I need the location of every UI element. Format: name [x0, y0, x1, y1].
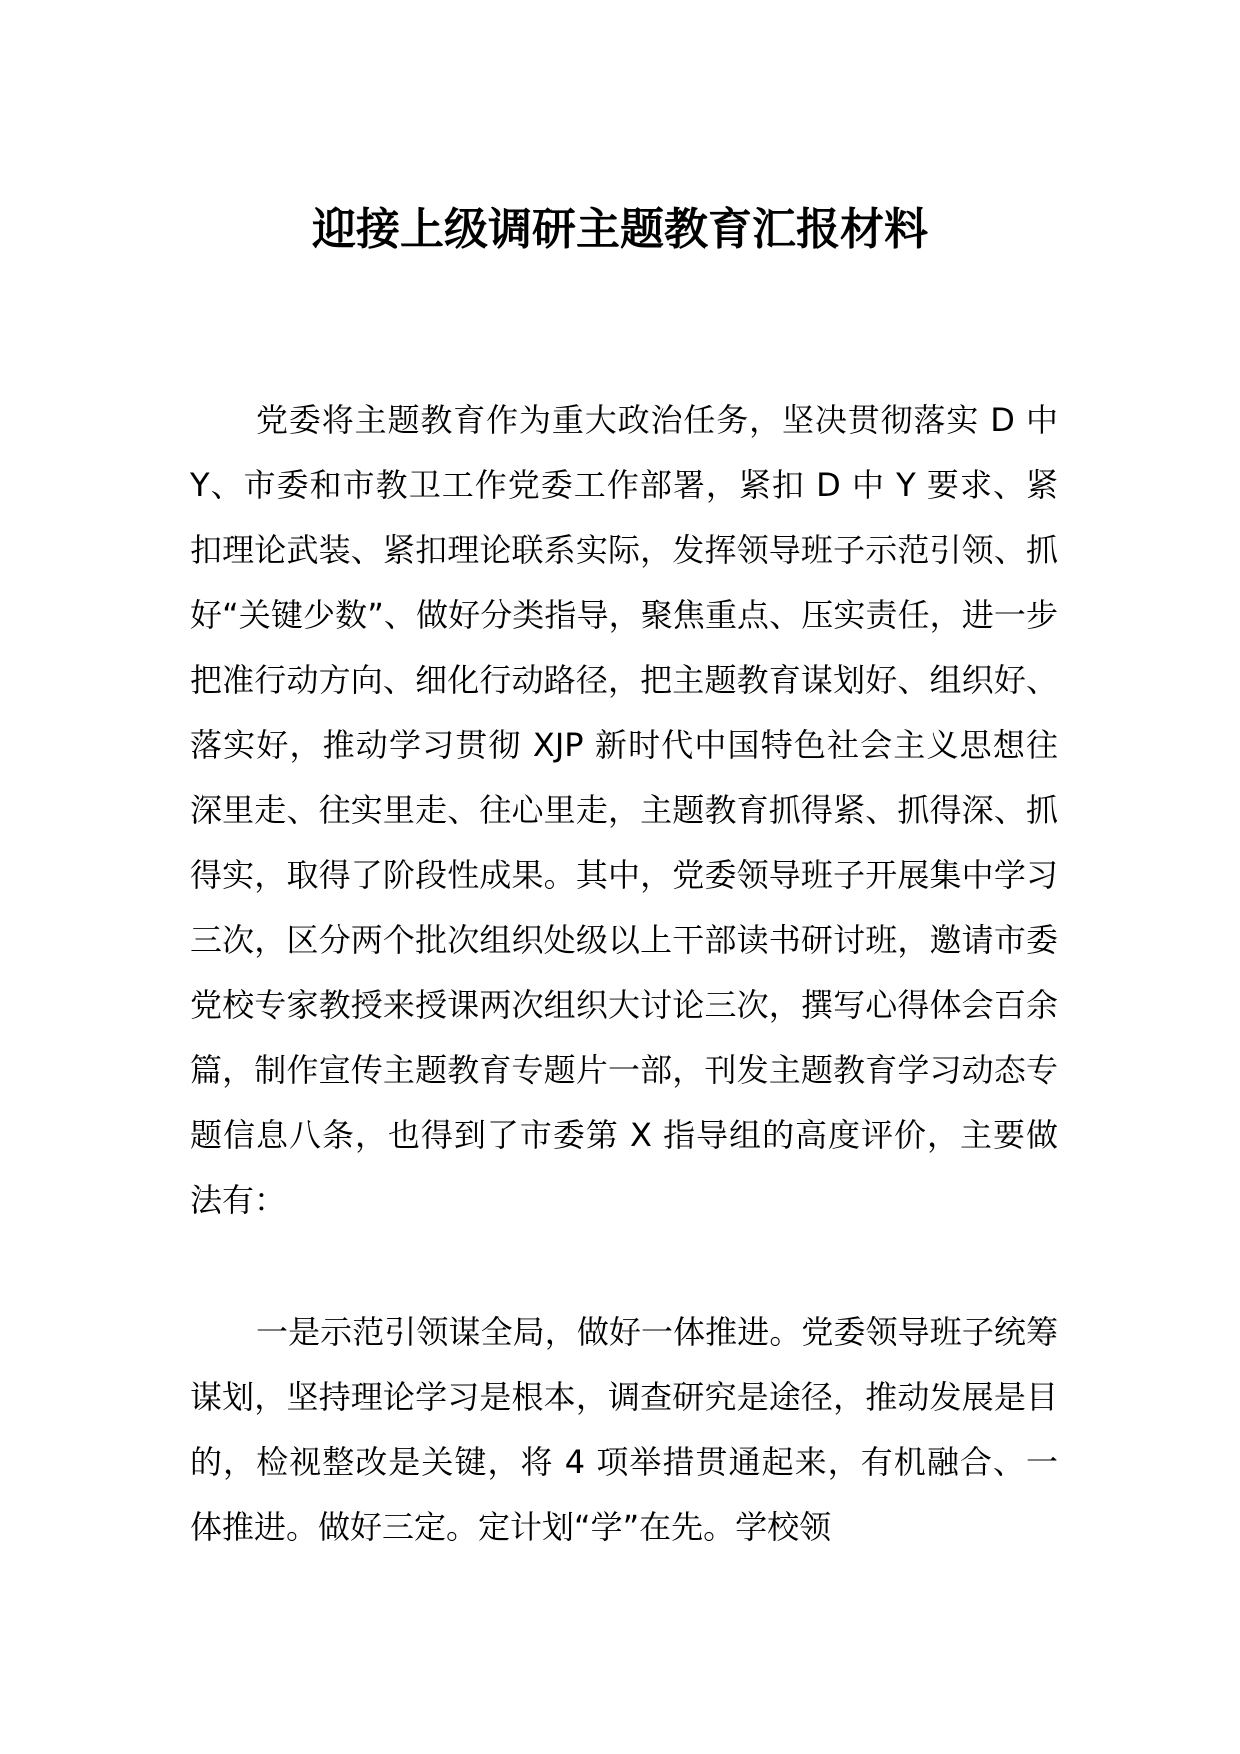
paragraph-first-measure: 一是示范引领谋全局，做好一体推进。党委领导班子统筹谋划，坚持理论学习是根本，调查研究是途径，推动发展是目的，检视整改是关键，将 4 项举措贯通起来，有机融合、一体推进。做好三定。定计划“学”在先。学校领	[190, 1313, 1058, 1546]
paragraph-intro: 党委将主题教育作为重大政治任务，坚决贯彻落实 D 中 Y、市委和市教卫工作党委工作部署，紧扣 D 中 Y 要求、紧扣理论武装、紧扣理论联系实际，发挥领导班子示范引领、抓好“关键少数”、做好分类指导，聚焦重点、压实责任，进一步把准行动方向、细化行动路径，把主题教育谋划好、组织好、落实好，推动学习贯彻 XJP 新时代中国特色社会主义思想往深里走、往实里走、往心里走，主题教育抓得紧、抓得深、抓得实，取得了阶段性成果。其中，党委领导班子开展集中学习三次，区分两个批次组织处级以上干部读书研讨班，邀请市委党校专家教授来授课两次组织大讨论三次，撰写心得体会百余篇，制作宣传主题教育专题片一部，刊发主题教育学习动态专题信息八条，也得到了市委第 X 指导组的高度评价，主要做法有：	[190, 401, 1058, 1219]
document-title: 迎接上级调研主题教育汇报材料	[312, 204, 928, 255]
